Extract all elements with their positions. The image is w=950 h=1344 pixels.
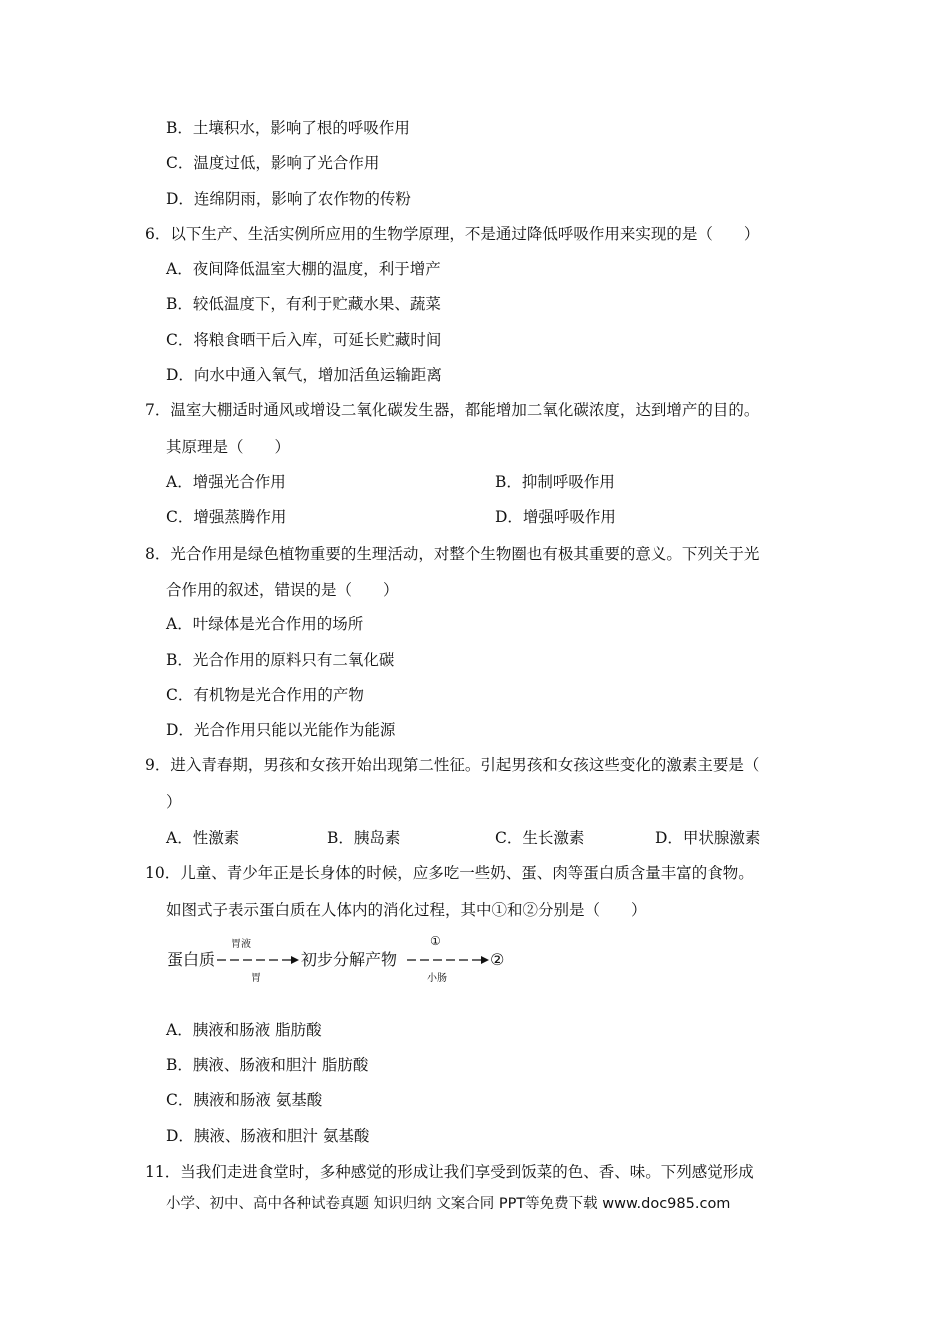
q10-stem: 10．儿童、青少年正是长身体的时候，应多吃一些奶、蛋、肉等蛋白质含量丰富的食物。 — [145, 864, 754, 882]
q10-option-a: A．胰液和肠液 脂肪酸 — [166, 1021, 322, 1039]
diagram-start: 蛋白质 — [167, 950, 216, 969]
q11-stem: 11．当我们走进食堂时，多种感觉的形成让我们享受到饭菜的色、香、味。下列感觉形成 — [145, 1163, 754, 1181]
q10-stem-cont: 如图式子表示蛋白质在人体内的消化过程，其中①和②分别是（ ） — [166, 901, 647, 919]
q5-option-b: B．土壤积水，影响了根的呼吸作用 — [166, 119, 410, 137]
q8-stem: 8．光合作用是绿色植物重要的生理活动，对整个生物圈也有极其重要的意义。下列关于光 — [145, 545, 760, 563]
q8-option-c: C．有机物是光合作用的产物 — [166, 686, 364, 704]
diagram-end: ② — [490, 950, 505, 969]
q7-option-c: C．增强蒸腾作用 — [166, 508, 287, 526]
q9-option-c: C．生长激素 — [495, 829, 585, 847]
q7-option-d: D．增强呼吸作用 — [495, 508, 616, 526]
q10-option-d: D．胰液、肠液和胆汁 氨基酸 — [166, 1127, 370, 1145]
q7-option-b: B．抑制呼吸作用 — [495, 473, 615, 491]
q6-stem: 6．以下生产、生活实例所应用的生物学原理，不是通过降低呼吸作用来实现的是（ ） — [145, 225, 760, 243]
q9-stem: 9．进入青春期，男孩和女孩开始出现第二性征。引起男孩和女孩这些变化的激素主要是（ — [145, 756, 760, 774]
q9-option-a: A．性激素 — [166, 829, 240, 847]
q8-option-d: D．光合作用只能以光能作为能源 — [166, 721, 396, 739]
q6-option-b: B．较低温度下，有利于贮藏水果、蔬菜 — [166, 295, 441, 313]
q8-option-a: A．叶绿体是光合作用的场所 — [166, 615, 364, 633]
diagram-arrowhead-1 — [291, 956, 299, 964]
q8-stem-cont: 合作用的叙述，错误的是（ ） — [166, 581, 399, 599]
diagram-arrowhead-2 — [481, 956, 489, 964]
q8-option-b: B．光合作用的原料只有二氧化碳 — [166, 651, 395, 669]
q7-stem-cont: 其原理是（ ） — [166, 438, 291, 456]
q9-options-row — [0, 828, 950, 848]
q9-option-b: B．胰岛素 — [327, 829, 401, 847]
diagram-bottom2: 小肠 — [427, 973, 447, 984]
q5-option-c: C．温度过低，影响了光合作用 — [166, 154, 380, 172]
diagram-middle: 初步分解产物 — [301, 950, 398, 969]
q10-option-b: B．胰液、肠液和胆汁 脂肪酸 — [166, 1056, 369, 1074]
page-footer: 小学、初中、高中各种试卷真题 知识归纳 文案合同 PPT等免费下载 www.doc985.com — [166, 1196, 731, 1212]
q6-option-a: A．夜间降低温室大棚的温度，利于增产 — [166, 260, 441, 278]
q6-option-d: D．向水中通入氧气，增加活鱼运输距离 — [166, 366, 442, 384]
diagram-bottom1: 胃 — [251, 973, 261, 984]
q6-option-c: C．将粮食晒干后入库，可延长贮藏时间 — [166, 331, 442, 349]
digestion-diagram — [165, 932, 525, 987]
q5-option-d: D．连绵阴雨，影响了农作物的传粉 — [166, 190, 411, 208]
diagram-top1: 胃液 — [231, 939, 251, 950]
q7-stem: 7．温室大棚适时通风或增设二氧化碳发生器，都能增加二氧化碳浓度，达到增产的目的。 — [145, 401, 760, 419]
diagram-top2: ① — [430, 934, 441, 948]
q7-option-a: A．增强光合作用 — [166, 473, 286, 491]
q10-option-c: C．胰液和肠液 氨基酸 — [166, 1091, 323, 1109]
q9-stem-cont: ） — [166, 793, 182, 811]
q9-option-d: D．甲状腺激素 — [655, 829, 761, 847]
